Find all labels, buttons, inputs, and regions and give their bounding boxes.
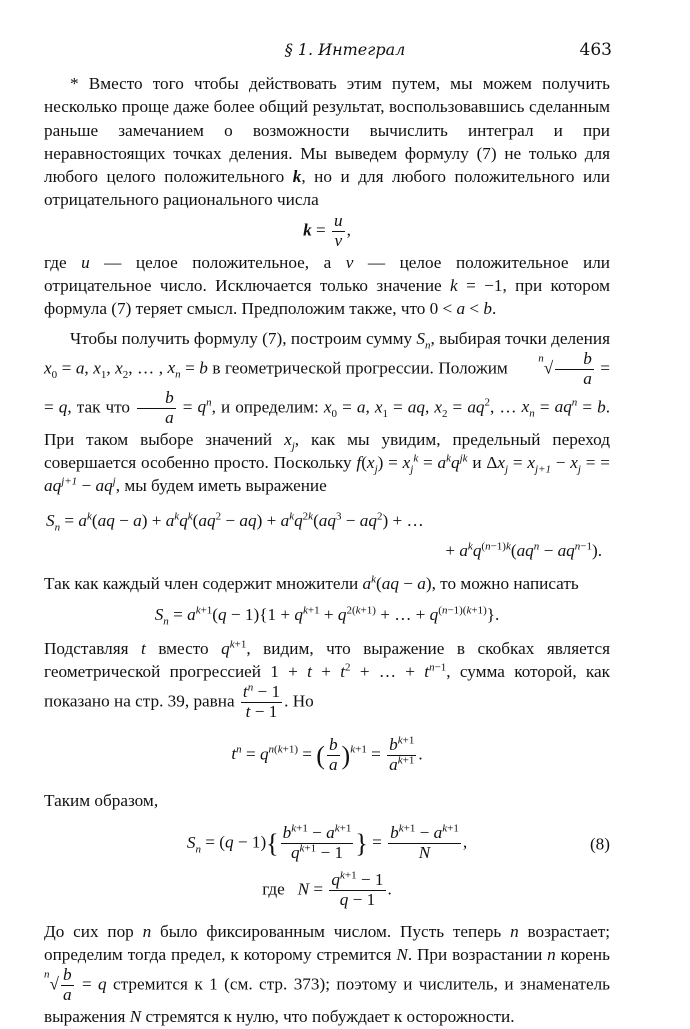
paragraph-factor: Так как каждый член содержит множители $a^k(aq - a)$, то можно написать xyxy=(44,573,579,593)
equation-N: где N = $\frac{q^{k+1} - 1}{q - 1}$ . xyxy=(262,869,392,909)
paragraph-intro: * Вместо того чтобы действовать этим путем, мы можем получить несколько проще даже более общий результат, воспользовавшись сделанным раньше замечанием о возможности вычислить интеграл и при неравностоящих точках деления. Мы выведем формулу (7) не только для любого целого положительного k, но и для любого положительного или отрицательного рационального числа xyxy=(44,74,610,210)
paragraph-substitution: Подставляя t вместо $q^{k+1}$, видим, что выражение в скобках является геометрической прогрессией $1 + t + t^2$ + … + $t^{n-1}$, сумма которой, как показано на стр. 39, равна $\frac{t^n - 1}{t - 1}$ . Но xyxy=(44,637,611,722)
paragraph-thus: Таким образом, xyxy=(44,790,159,810)
equation-number: (8) xyxy=(589,833,610,853)
equation-8: $S_n = (q - 1)${ $\frac{b^{k+1} - a^{k+1}}{q^{k+1} - 1}$ } = $\frac{b^{k+1} - a^{k+1}}{N}$ , (8) xyxy=(186,822,610,863)
page-body xyxy=(44,72,610,1029)
equation-sn-factored: $S_n = a^{k+1}(q - 1)\{1 + q^{k+1} + q^{2(k+1)}$ + … + $q^{(n-1)(k+1)}$}. xyxy=(154,604,500,628)
running-header xyxy=(0,40,690,64)
paragraph-construction: Чтобы получить формулу (7), построим сумму $S_n$, выбирая точки деления $x_0 = a$, $x_1$, $x_2$, … , $x_n = b$ в геометрической прогрессии. Положим $^n$√ $\frac{b}{a}$ = = q, так что $\frac{b}{a}$ = $q^n$, и определим: $x_0 = a$, $x_1$ = aq, $x_2 = aq^2$, … $x_n = aq^n = b$. При таком выборе значений $x_j$, как мы увидим, предельный переход совершается особенно просто. Поскольку $f(x_j) = x_j^k = a^kq^{jk}$ и $\Delta x_j = x_{j+1} - x_j$ = = $aq^{j+1} - aq^j$, мы будем иметь выражение xyxy=(44,328,610,496)
paragraph-limit: До сих пор n было фиксированным числом. Пусть теперь n возрастает; определим тогда предел, к которому стремится N. При возрастании n корень $^n$√ $\frac{b}{a}$ = q стремится к 1 (см. стр. 373); поэтому и числитель, и знаменатель выражения N стремятся к нулю, что побуждает к осторожности. xyxy=(44,921,611,1027)
equation-tn: $t^n = q^{n(k+1)}$ = ( $\frac{b}{a}$ )$^{k+1}$ = $\frac{b^{k+1}}{a^{k+1}}$ . xyxy=(231,734,423,774)
page-number: 463 xyxy=(579,40,612,60)
section-title: § 1. Интеграл xyxy=(284,40,406,59)
equation-k: k = $\frac{u}{v}$ , xyxy=(303,210,351,250)
paragraph-uv: где u — целое положительное, а v — целое положительное или отрицательное число. Исключается только значение k = −1, при котором формула (7) теряет смысл. Предположим также, что 0 < a < b. xyxy=(44,252,610,319)
equation-sn-expanded: $S_n = a^k(aq - a) + a^kq^k(aq^2 - aq) + a^kq^{2k}(aq^3 - aq^2)$ + … + $a^kq^{(n-1)k}(aq^n - aq^{n-1})$. xyxy=(46,510,602,560)
